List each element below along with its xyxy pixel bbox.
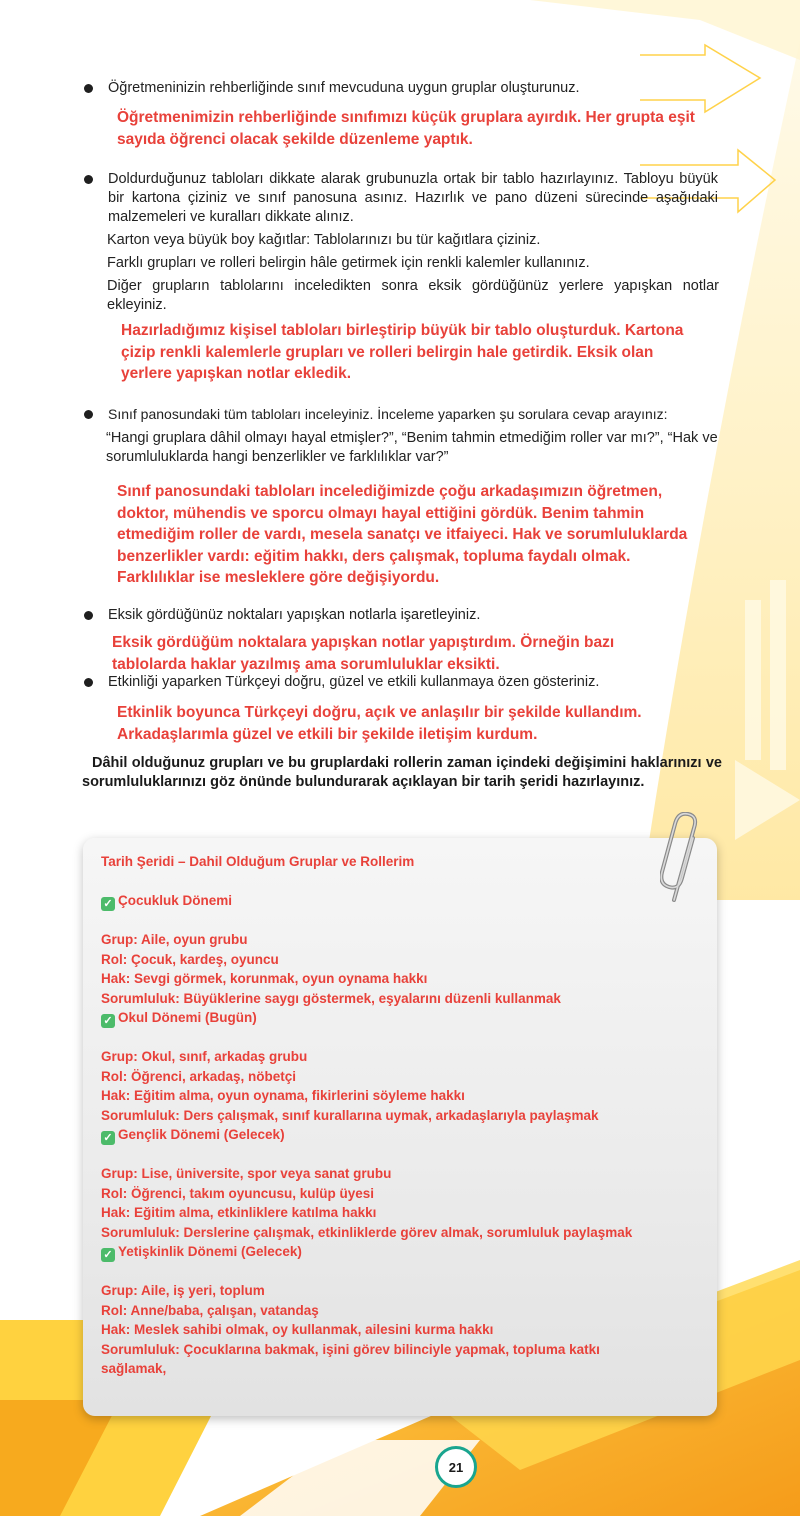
- task-text-3: Sınıf panosundaki tüm tabloları inceleyiniz. İnceleme yaparken şu sorulara cevap arayınız:: [108, 406, 668, 422]
- bullet-icon: [84, 678, 93, 687]
- page-number: 21: [435, 1446, 477, 1488]
- period-right: Hak: Eğitim alma, oyun oynama, fikirlerini söyleme hakkı: [101, 1088, 465, 1103]
- period-right: Hak: Eğitim alma, etkinliklere katılma hakkı: [101, 1205, 377, 1220]
- bullet-icon: [84, 175, 93, 184]
- task-text-4: Eksik gördüğünüz noktaları yapışkan notlarla işaretleyiniz.: [108, 607, 481, 623]
- period-group: Grup: Aile, oyun grubu: [101, 932, 248, 947]
- period-heading: ✓ Okul Dönemi (Bugün): [101, 1008, 701, 1028]
- task-text-5: Etkinliği yaparken Türkçeyi doğru, güzel ve etkili kullanmaya özen gösteriniz.: [108, 674, 600, 690]
- bullet-icon: [84, 410, 93, 419]
- task-text-2: Doldurduğunuz tabloları dikkate alarak grubunuzla ortak bir tablo hazırlayınız. Tabloyu büyük bir kartona çiziniz ve sınıf panosuna asınız. Hazırlık ve pano düzeni sürecinde aşağıdaki malzemeleri ve kuralları dikkate alınız.: [108, 171, 718, 225]
- period-heading: ✓ Gençlik Dönemi (Gelecek): [101, 1125, 701, 1145]
- check-icon: ✓: [101, 1014, 115, 1028]
- bullet-icon: [84, 84, 93, 93]
- period-role: Rol: Anne/baba, çalışan, vatandaş: [101, 1302, 319, 1318]
- period-right: Hak: Meslek sahibi olmak, oy kullanmak, ailesini kurma hakkı: [101, 1322, 494, 1337]
- check-icon: ✓: [101, 1248, 115, 1262]
- period-role: Rol: Çocuk, kardeş, oyuncu: [101, 951, 279, 967]
- task-sub-2a: Karton veya büyük boy kağıtlar: Tablolarınızı bu tür kağıtlara çiziniz.: [107, 232, 541, 248]
- period-group: Grup: Lise, üniversite, spor veya sanat grubu: [101, 1166, 392, 1181]
- period-role: Rol: Öğrenci, takım oyuncusu, kulüp üyesi: [101, 1185, 375, 1201]
- period-group: Grup: Okul, sınıf, arkadaş grubu: [101, 1049, 308, 1064]
- period-duty: Sorumluluk: Büyüklerine saygı göstermek, eşyalarını düzenli kullanmak: [101, 990, 561, 1006]
- answer-1: Öğretmenimizin rehberliğinde sınıfımızı küçük gruplara ayırdık. Her grupta eşit sayıda öğrenci olacak şekilde düzenleme yaptık.: [117, 109, 695, 148]
- instruction-paragraph: Dâhil olduğunuz grupları ve bu gruplardaki rollerin zaman içindeki değişimini haklarınızı ve sorumluluklarınızı göz önünde bulundurarak açıklayan bir tarih şeridi hazırlayınız.: [82, 755, 722, 790]
- paperclip-icon: [660, 812, 710, 910]
- period-duty: Sorumluluk: Ders çalışmak, sınıf kurallarına uymak, arkadaşlarıyla paylaşmak: [101, 1107, 599, 1123]
- task-text-1: Öğretmeninizin rehberliğinde sınıf mevcuduna uygun gruplar oluşturunuz.: [108, 80, 580, 96]
- timeline-content: [101, 852, 701, 1379]
- answer-3: Sınıf panosundaki tabloları incelediğimizde çoğu arkadaşımızın öğretmen, doktor, mühendis ve sporcu olmayı hayal ettiğini gördük. Benim tahmin etmediğim roller de vardı, mesela sanatçı ve itfaiyeci. Hak ve sorumluluklarda benzerlikler vardı: eğitim hakkı, ders çalışmak, topluma faydalı olmak. Farklılıklar ise mesleklere göre değişiyordu.: [117, 483, 688, 586]
- timeline-card: [83, 838, 717, 1416]
- task-sub-2b: Farklı grupları ve rolleri belirgin hâle getirmek için renkli kalemler kullanınız.: [107, 255, 590, 271]
- timeline-title: Tarih Şeridi – Dahil Olduğum Gruplar ve Rollerim: [101, 854, 415, 869]
- period-duty: Sorumluluk: Çocuklarına bakmak, işini görev bilinciyle yapmak, topluma katkı sağlamak,: [101, 1341, 600, 1376]
- answer-2: Hazırladığımız kişisel tabloları birleştirip büyük bir tablo oluşturduk. Kartona çizip renkli kalemlerle grupları ve rolleri belirgin hale getirdik. Eksik olan yerlere yapışkan notlar ekledik.: [121, 322, 684, 382]
- period-duty: Sorumluluk: Derslerine çalışmak, etkinliklerde görev almak, sorumluluk paylaşmak: [101, 1224, 633, 1240]
- check-icon: ✓: [101, 1131, 115, 1145]
- period-role: Rol: Öğrenci, arkadaş, nöbetçi: [101, 1068, 297, 1084]
- period-group: Grup: Aile, iş yeri, toplum: [101, 1283, 265, 1298]
- bullet-icon: [84, 611, 93, 620]
- period-heading: ✓ Çocukluk Dönemi: [101, 891, 701, 911]
- period-heading: ✓ Yetişkinlik Dönemi (Gelecek): [101, 1242, 701, 1262]
- task-sub-2c: Diğer grupların tablolarını inceledikten sonra eksik gördüğünüz yerlere yapışkan notlar ekleyiniz.: [107, 278, 719, 313]
- task-quote-3: “Hangi gruplara dâhil olmayı hayal etmişler?”, “Benim tahmin etmediğim roller var mı?”, “Hak ve sorumluluklarda hangi benzerlikler ve farklılıklar var?”: [106, 430, 718, 465]
- answer-4: Eksik gördüğüm noktalara yapışkan notlar yapıştırdım. Örneğin bazı tablolarda haklar yazılmış ama sorumluluklar eksikti.: [112, 634, 615, 673]
- period-right: Hak: Sevgi görmek, korunmak, oyun oynama hakkı: [101, 971, 428, 986]
- check-icon: ✓: [101, 897, 115, 911]
- answer-5: Etkinlik boyunca Türkçeyi doğru, açık ve anlaşılır bir şekilde kullandım. Arkadaşlarımla güzel ve etkili bir şekilde iletişim kurdum.: [117, 704, 642, 743]
